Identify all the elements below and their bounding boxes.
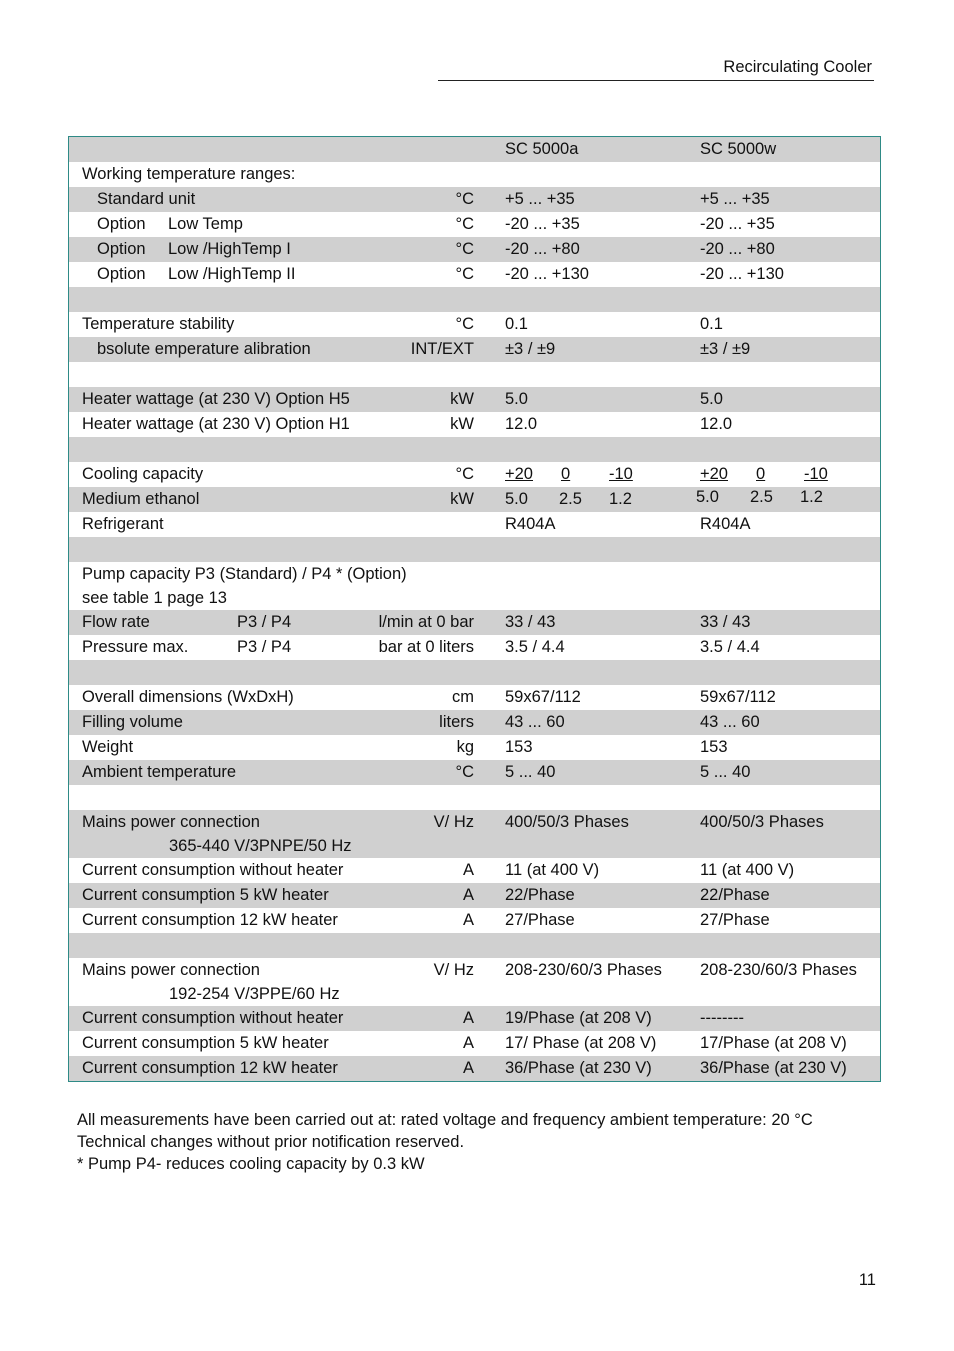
value-sc5000a: 43 ... 60	[505, 713, 565, 731]
row-label: Current consumption 12 kW heater	[82, 1059, 338, 1077]
value-sc5000a: 11 (at 400 V)	[505, 861, 600, 879]
row-label: Current consumption 5 kW heater	[82, 1034, 329, 1052]
value-sc5000a: 400/50/3 Phases	[505, 813, 629, 831]
unit: V/ Hz	[433, 961, 474, 979]
unit: kW	[450, 390, 474, 408]
table-row	[69, 1006, 880, 1031]
row-label: Pump capacity P3 (Standard) / P4 * (Option)	[82, 565, 407, 583]
row-label: Filling volume	[82, 713, 183, 731]
table-row	[69, 262, 880, 287]
row-label: Medium ethanol	[82, 490, 200, 508]
footnote-measurements: All measurements have been carried out at: rated voltage and frequency ambient temperature: 20 °C	[77, 1111, 813, 1129]
value-sc5000w: 17/Phase (at 208 V)	[700, 1034, 847, 1052]
row-label: Cooling capacity	[82, 465, 204, 483]
unit: °C	[455, 240, 474, 258]
value-part: 5.0	[696, 488, 719, 506]
value-sc5000a: 22/Phase	[505, 886, 575, 904]
value-part: 5.0	[505, 490, 528, 508]
option-keyword: Option	[97, 215, 146, 233]
value-part: 0	[756, 465, 766, 483]
table-row	[69, 187, 880, 212]
value-sc5000w: 59x67/112	[700, 688, 776, 706]
table-row	[69, 883, 880, 908]
option-keyword: Option	[97, 265, 146, 283]
value-sc5000w: 43 ... 60	[700, 713, 760, 731]
row-sublabel: 192-254 V/3PPE/60 Hz	[169, 985, 340, 1003]
spacer-row	[69, 933, 880, 958]
table-row	[69, 162, 880, 187]
value-part: +20	[700, 465, 728, 483]
row-label: Current consumption without heater	[82, 861, 344, 879]
value-sc5000w: --------	[700, 1009, 744, 1027]
value-sc5000w: 27/Phase	[700, 911, 770, 929]
value-sc5000a: 27/Phase	[505, 911, 575, 929]
row-label: Mains power connection	[82, 813, 260, 831]
spacer-row	[69, 362, 880, 387]
value-sc5000w: 11 (at 400 V)	[700, 861, 795, 879]
table-row	[69, 212, 880, 237]
value-sc5000w: 208-230/60/3 Phases	[700, 961, 857, 979]
footnotes	[77, 1109, 813, 1175]
value-sc5000a: 153	[505, 738, 533, 756]
value-sc5000w: 22/Phase	[700, 886, 770, 904]
unit: °C	[455, 465, 474, 483]
table-row	[69, 512, 880, 537]
row-label: Ambient temperature	[82, 763, 237, 781]
row-label	[97, 215, 243, 234]
unit: A	[462, 911, 474, 929]
value-part: -10	[804, 465, 828, 483]
table-row	[69, 462, 880, 487]
unit: kW	[450, 490, 474, 508]
row-label	[97, 265, 295, 284]
value-sc5000w: ±3 / ±9	[700, 340, 751, 358]
value-sc5000a: 5 ... 40	[505, 763, 556, 781]
value-part: -10	[609, 465, 633, 483]
unit: °C	[455, 215, 474, 233]
unit: A	[462, 1009, 474, 1027]
table-row	[69, 1056, 880, 1081]
value-sc5000w: 400/50/3 Phases	[700, 813, 824, 831]
table-row	[69, 387, 880, 412]
table-row	[69, 685, 880, 710]
unit: °C	[455, 265, 474, 283]
value-sc5000a: 59x67/112	[505, 688, 581, 706]
spacer-row	[69, 537, 880, 562]
value-part: 0	[561, 465, 571, 483]
spacer-row	[69, 660, 880, 685]
unit: INT/EXT	[410, 340, 474, 358]
table-row	[69, 635, 880, 660]
row-sublabel: 365-440 V/3PNPE/50 Hz	[169, 837, 352, 855]
row-label: Standard unit	[97, 190, 196, 208]
value-sc5000a: ±3 / ±9	[505, 340, 556, 358]
value-sc5000w: 36/Phase (at 230 V)	[700, 1059, 847, 1077]
row-label: Weight	[82, 738, 134, 756]
spacer-row	[69, 785, 880, 810]
value-part: 1.2	[800, 488, 823, 506]
unit: liters	[439, 713, 474, 731]
value-sc5000a: 208-230/60/3 Phases	[505, 961, 662, 979]
table-row	[69, 810, 880, 858]
table-row	[69, 610, 880, 635]
unit: l/min at 0 bar	[378, 613, 474, 631]
value-sc5000w: -20 ... +130	[700, 265, 784, 283]
row-label: Current consumption 5 kW heater	[82, 886, 329, 904]
value-sc5000a: 36/Phase (at 230 V)	[505, 1059, 652, 1077]
row-label: bsolute emperature alibration	[97, 340, 311, 358]
row-label: Flow rate	[82, 613, 150, 631]
table-row	[69, 858, 880, 883]
pump-type: P3 / P4	[237, 638, 292, 656]
unit: °C	[455, 190, 474, 208]
row-label: Current consumption 12 kW heater	[82, 911, 338, 929]
table-row	[69, 487, 880, 512]
row-label: Pressure max.	[82, 638, 189, 656]
table-row	[69, 562, 880, 610]
table-row	[69, 1031, 880, 1056]
row-label: Mains power connection	[82, 961, 260, 979]
unit: V/ Hz	[433, 813, 474, 831]
table-row	[69, 735, 880, 760]
value-sc5000a: +5 ... +35	[505, 190, 575, 208]
value-sc5000w: -20 ... +80	[700, 240, 775, 258]
footnote-changes: Technical changes without prior notification reserved.	[77, 1133, 465, 1151]
table-row	[69, 412, 880, 437]
value-sc5000a: -20 ... +35	[505, 215, 580, 233]
row-label: Current consumption without heater	[82, 1009, 344, 1027]
value-part: 2.5	[750, 488, 773, 506]
table-row	[69, 908, 880, 933]
table-row	[69, 312, 880, 337]
value-sc5000a: 33 / 43	[505, 613, 556, 631]
value-sc5000w: R404A	[700, 515, 751, 533]
value-sc5000w: 5 ... 40	[700, 763, 751, 781]
unit: cm	[452, 688, 474, 706]
column-header-sc5000w: SC 5000w	[700, 140, 777, 158]
option-name: Low /HighTemp II	[168, 265, 296, 283]
value-sc5000a: 0.1	[505, 315, 528, 333]
header-rule	[438, 80, 874, 81]
unit: bar at 0 liters	[378, 638, 474, 656]
value-sc5000a: 5.0	[505, 390, 528, 408]
value-sc5000a: -20 ... +130	[505, 265, 589, 283]
row-label	[97, 240, 291, 259]
value-sc5000w: -20 ... +35	[700, 215, 775, 233]
table-row	[69, 337, 880, 362]
value-sc5000a: 12.0	[505, 415, 538, 433]
column-header-row	[69, 137, 880, 162]
spacer-row	[69, 287, 880, 312]
table-row	[69, 710, 880, 735]
specifications-table	[68, 136, 881, 1082]
table-row	[69, 760, 880, 785]
option-name: Low Temp	[168, 215, 243, 233]
unit: A	[462, 886, 474, 904]
value-sc5000a: 3.5 / 4.4	[505, 638, 565, 656]
value-sc5000a: 17/ Phase (at 208 V)	[505, 1034, 657, 1052]
row-label: Heater wattage (at 230 V) Option H5	[82, 390, 350, 408]
value-part: +20	[505, 465, 533, 483]
pump-type: P3 / P4	[237, 613, 292, 631]
footnote-pump: * Pump P4- reduces cooling capacity by 0.3 kW	[77, 1155, 425, 1173]
value-sc5000a: R404A	[505, 515, 556, 533]
column-header-sc5000a: SC 5000a	[505, 140, 579, 158]
page-number: 11	[858, 1271, 876, 1289]
row-label: Overall dimensions (WxDxH)	[82, 688, 294, 706]
unit: kg	[456, 738, 474, 756]
row-label: Working temperature ranges:	[82, 165, 296, 183]
unit: A	[462, 1034, 474, 1052]
table-row	[69, 958, 880, 1006]
unit: A	[462, 861, 474, 879]
option-keyword: Option	[97, 240, 146, 258]
row-label: Refrigerant	[82, 515, 164, 533]
value-sc5000w: 5.0	[700, 390, 723, 408]
option-name: Low /HighTemp I	[168, 240, 291, 258]
row-sublabel: see table 1 page 13	[82, 589, 227, 607]
value-sc5000w: +5 ... +35	[700, 190, 770, 208]
value-sc5000w: 33 / 43	[700, 613, 751, 631]
spacer-row	[69, 437, 880, 462]
value-sc5000a: -20 ... +80	[505, 240, 580, 258]
value-sc5000w: 12.0	[700, 415, 733, 433]
unit: °C	[455, 315, 474, 333]
value-sc5000w: 0.1	[700, 315, 723, 333]
document-header-title: Recirculating Cooler	[723, 58, 872, 76]
value-part: 1.2	[609, 490, 632, 508]
value-part: 2.5	[559, 490, 582, 508]
unit: kW	[450, 415, 474, 433]
row-label: Heater wattage (at 230 V) Option H1	[82, 415, 350, 433]
value-sc5000w: 3.5 / 4.4	[700, 638, 760, 656]
unit: A	[462, 1059, 474, 1077]
row-label: Temperature stability	[82, 315, 235, 333]
unit: °C	[455, 763, 474, 781]
value-sc5000a: 19/Phase (at 208 V)	[505, 1009, 652, 1027]
table-row	[69, 237, 880, 262]
value-sc5000w: 153	[700, 738, 728, 756]
